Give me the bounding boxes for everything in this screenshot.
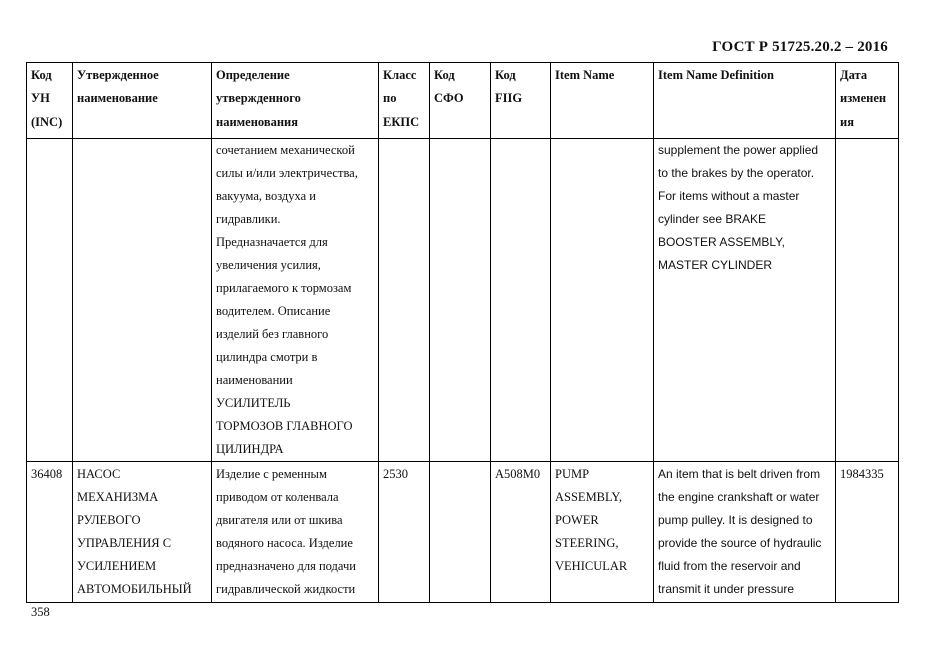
- header-fiig-code: Код FIIG: [491, 63, 551, 139]
- cell-fiig-code: [491, 139, 551, 462]
- document-standard-header: ГОСТ Р 51725.20.2 – 2016: [712, 39, 888, 55]
- cell-definition: Изделие с ременным приводом от коленвала двигателя или от шкива водяного насоса. Изделие предназначено для подачи гидравлической жидкости: [212, 462, 379, 603]
- page-number: 358: [31, 605, 50, 619]
- header-change-date: Дата изменен ия: [836, 63, 899, 139]
- cell-item-definition: An item that is belt driven from the engine crankshaft or water pump pulley. It is designed to provide the source of hydraulic fluid from the reservoir and transmit it under pressure: [654, 462, 836, 603]
- header-sfo-code: Код СФО: [430, 63, 491, 139]
- table-row: [27, 139, 899, 462]
- cell-approved-name: [73, 139, 212, 462]
- cell-item-name: PUMP ASSEMBLY, POWER STEERING, VEHICULAR: [551, 462, 654, 603]
- header-item-name: Item Name: [551, 63, 654, 139]
- table-header-row: [27, 63, 899, 139]
- cell-approved-name: НАСОС МЕХАНИЗМА РУЛЕВОГО УПРАВЛЕНИЯ С УСИЛЕНИЕМ АВТОМОБИЛЬНЫЙ: [73, 462, 212, 603]
- catalog-table: [26, 62, 899, 603]
- cell-item-definition: supplement the power applied to the brakes by the operator. For items without a master cylinder see BRAKE BOOSTER ASSEMBLY, MASTER CYLINDER: [654, 139, 836, 462]
- header-inc-code: Код УН (INC): [27, 63, 73, 139]
- cell-sfo-code: [430, 139, 491, 462]
- cell-sfo-code: [430, 462, 491, 603]
- cell-definition: сочетанием механической силы и/или электричества, вакуума, воздуха и гидравлики. Предназначается для увеличения усилия, прилагаемого к тормозам водителем. Описание изделий без главного цилиндра смотри в наименовании УСИЛИТЕЛЬ ТОРМОЗОВ ГЛАВНОГО ЦИЛИНДРА: [212, 139, 379, 462]
- cell-ekps-class: 2530: [379, 462, 430, 603]
- cell-change-date: 1984335: [836, 462, 899, 603]
- table-row: [27, 462, 899, 603]
- cell-inc-code: [27, 139, 73, 462]
- cell-item-name: [551, 139, 654, 462]
- cell-ekps-class: [379, 139, 430, 462]
- header-approved-name: Утвержденное наименование: [73, 63, 212, 139]
- header-ekps-class: Класс по ЕКПС: [379, 63, 430, 139]
- cell-change-date: [836, 139, 899, 462]
- header-approved-name-definition: Определение утвержденного наименования: [212, 63, 379, 139]
- cell-fiig-code: A508M0: [491, 462, 551, 603]
- cell-inc-code: 36408: [27, 462, 73, 603]
- header-item-name-definition: Item Name Definition: [654, 63, 836, 139]
